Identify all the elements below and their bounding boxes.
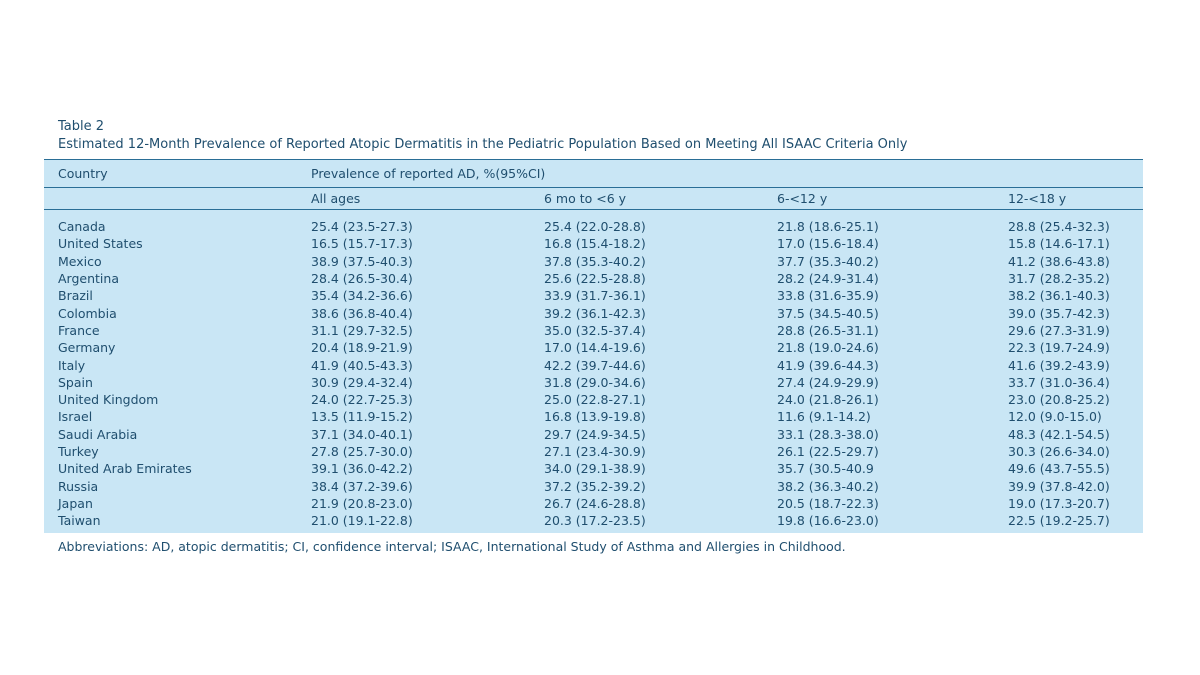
country-cell: Argentina (58, 271, 119, 287)
prevalence-table (44, 160, 1143, 529)
country-cell: Saudi Arabia (58, 426, 138, 442)
country-cell: Japan (58, 495, 93, 511)
prevalence-cell: 39.1 (36.0-42.2) (311, 461, 413, 477)
prevalence-cell: 15.8 (14.6-17.1) (1008, 236, 1110, 252)
prevalence-cell: 28.8 (26.5-31.1) (777, 322, 879, 338)
column-header-12-18y: 12-<18 y (1008, 188, 1143, 210)
table-row (44, 218, 1143, 235)
prevalence-cell: 38.9 (37.5-40.3) (311, 253, 413, 269)
prevalence-cell: 37.2 (35.2-39.2) (544, 478, 646, 494)
table-title: Estimated 12-Month Prevalence of Reported Atopic Dermatitis in the Pediatric Population Based on Meeting All ISAAC Criteria Only (58, 137, 908, 152)
prevalence-cell: 27.4 (24.9-29.9) (777, 374, 879, 390)
prevalence-cell: 35.0 (32.5-37.4) (544, 322, 646, 338)
table-row (44, 391, 1143, 408)
country-cell: Colombia (58, 305, 117, 321)
column-header-all-ages: All ages (311, 188, 544, 210)
country-cell: Spain (58, 374, 93, 390)
body-spacer (44, 210, 1143, 219)
prevalence-cell: 12.0 (9.0-15.0) (1008, 409, 1102, 425)
prevalence-cell: 16.5 (15.7-17.3) (311, 236, 413, 252)
prevalence-cell: 38.2 (36.3-40.2) (777, 478, 879, 494)
country-cell: Germany (58, 340, 116, 356)
country-cell: United Arab Emirates (58, 461, 192, 477)
prevalence-cell: 17.0 (15.6-18.4) (777, 236, 879, 252)
country-cell: United States (58, 236, 143, 252)
prevalence-cell: 35.4 (34.2-36.6) (311, 288, 413, 304)
country-cell: Brazil (58, 288, 93, 304)
prevalence-cell: 19.0 (17.3-20.7) (1008, 495, 1110, 511)
prevalence-cell: 26.1 (22.5-29.7) (777, 444, 879, 459)
table-footnote: Abbreviations: AD, atopic dermatitis; CI, confidence interval; ISAAC, International Study of Asthma and Allergies in Childhood. (58, 539, 846, 555)
prevalence-cell: 34.0 (29.1-38.9) (544, 461, 646, 477)
prevalence-cell: 25.4 (23.5-27.3) (311, 219, 413, 235)
prevalence-cell: 22.5 (19.2-25.7) (1008, 513, 1110, 529)
prevalence-cell: 21.0 (19.1-22.8) (311, 513, 413, 529)
prevalence-cell: 41.9 (39.6-44.3) (777, 357, 879, 373)
prevalence-cell: 21.8 (19.0-24.6) (777, 340, 879, 356)
prevalence-cell: 33.7 (31.0-36.4) (1008, 374, 1110, 390)
prevalence-cell: 37.5 (34.5-40.5) (777, 305, 879, 321)
table-caption (44, 118, 1143, 154)
country-cell: Mexico (58, 253, 102, 269)
column-header-6-12y: 6-<12 y (777, 188, 1008, 210)
prevalence-cell: 28.4 (26.5-30.4) (311, 271, 413, 287)
prevalence-cell: 31.1 (29.7-32.5) (311, 322, 413, 338)
prevalence-cell: 33.9 (31.7-36.1) (544, 288, 646, 304)
prevalence-cell: 35.7 (30.5-40.9 (777, 461, 874, 477)
country-cell: Taiwan (58, 513, 101, 529)
prevalence-cell: 33.8 (31.6-35.9) (777, 288, 879, 304)
table-row (44, 253, 1143, 270)
prevalence-cell: 41.9 (40.5-43.3) (311, 357, 413, 373)
table-row (44, 495, 1143, 512)
prevalence-cell: 37.1 (34.0-40.1) (311, 426, 413, 442)
table-row (44, 512, 1143, 529)
table-row (44, 374, 1143, 391)
table-row (44, 408, 1143, 425)
prevalence-cell: 29.7 (24.9-34.5) (544, 426, 646, 442)
prevalence-cell: 11.6 (9.1-14.2) (777, 409, 871, 425)
prevalence-cell: 24.0 (21.8-26.1) (777, 392, 879, 408)
column-header-6mo-6y: 6 mo to <6 y (544, 188, 777, 210)
prevalence-cell: 39.2 (36.1-42.3) (544, 305, 646, 321)
table-block (44, 118, 1143, 554)
prevalence-cell: 39.0 (35.7-42.3) (1008, 305, 1110, 321)
country-cell: Russia (58, 478, 99, 494)
prevalence-cell: 49.6 (43.7-55.5) (1008, 461, 1110, 477)
prevalence-cell: 30.3 (26.6-34.0) (1008, 444, 1110, 459)
prevalence-cell: 48.3 (42.1-54.5) (1008, 426, 1110, 442)
prevalence-cell: 28.8 (25.4-32.3) (1008, 219, 1110, 235)
header-row-group (44, 160, 1143, 188)
prevalence-cell: 23.0 (20.8-25.2) (1008, 392, 1110, 408)
prevalence-cell: 16.8 (15.4-18.2) (544, 236, 646, 252)
prevalence-cell: 30.9 (29.4-32.4) (311, 374, 413, 390)
country-cell: United Kingdom (58, 392, 159, 408)
prevalence-cell: 20.5 (18.7-22.3) (777, 495, 879, 511)
prevalence-cell: 26.7 (24.6-28.8) (544, 495, 646, 511)
table-row (44, 270, 1143, 287)
prevalence-cell: 42.2 (39.7-44.6) (544, 357, 646, 373)
prevalence-cell: 22.3 (19.7-24.9) (1008, 340, 1110, 356)
prevalence-cell: 21.8 (18.6-25.1) (777, 219, 879, 235)
prevalence-cell: 28.2 (24.9-31.4) (777, 271, 879, 287)
prevalence-table-box (44, 159, 1143, 533)
table-row (44, 339, 1143, 356)
country-cell: Turkey (58, 444, 99, 459)
prevalence-cell: 17.0 (14.4-19.6) (544, 340, 646, 356)
prevalence-cell: 41.2 (38.6-43.8) (1008, 253, 1110, 269)
prevalence-cell: 19.8 (16.6-23.0) (777, 513, 879, 529)
country-header: Country (44, 160, 311, 188)
prevalence-cell: 27.8 (25.7-30.0) (311, 444, 413, 459)
prevalence-cell: 31.7 (28.2-35.2) (1008, 271, 1110, 287)
table-row (44, 322, 1143, 339)
prevalence-group-header: Prevalence of reported AD, %(95%CI) (311, 160, 1143, 188)
prevalence-cell: 25.6 (22.5-28.8) (544, 271, 646, 287)
prevalence-cell: 25.0 (22.8-27.1) (544, 392, 646, 408)
prevalence-cell: 41.6 (39.2-43.9) (1008, 357, 1110, 373)
table-row (44, 426, 1143, 443)
country-cell: France (58, 322, 100, 338)
table-end-padding (44, 529, 1143, 533)
prevalence-cell: 38.6 (36.8-40.4) (311, 305, 413, 321)
prevalence-cell: 33.1 (28.3-38.0) (777, 426, 879, 442)
country-cell: Israel (58, 409, 93, 425)
prevalence-cell: 21.9 (20.8-23.0) (311, 495, 413, 511)
table-label: Table 2 (58, 119, 105, 134)
country-cell: Italy (58, 357, 86, 373)
table-row (44, 477, 1143, 494)
prevalence-cell: 20.3 (17.2-23.5) (544, 513, 646, 529)
header-row-columns (44, 188, 1143, 210)
prevalence-cell: 37.8 (35.3-40.2) (544, 253, 646, 269)
table-body (44, 210, 1143, 530)
prevalence-cell: 16.8 (13.9-19.8) (544, 409, 646, 425)
prevalence-cell: 27.1 (23.4-30.9) (544, 444, 646, 459)
table-row (44, 235, 1143, 252)
table-row (44, 287, 1143, 304)
prevalence-cell: 24.0 (22.7-25.3) (311, 392, 413, 408)
prevalence-cell: 25.4 (22.0-28.8) (544, 219, 646, 235)
prevalence-cell: 20.4 (18.9-21.9) (311, 340, 413, 356)
table-row (44, 460, 1143, 477)
prevalence-cell: 31.8 (29.0-34.6) (544, 374, 646, 390)
country-cell: Canada (58, 219, 106, 235)
empty-header-cell (44, 188, 311, 210)
prevalence-cell: 39.9 (37.8-42.0) (1008, 478, 1110, 494)
prevalence-cell: 38.4 (37.2-39.6) (311, 478, 413, 494)
table-row (44, 443, 1143, 460)
table-row (44, 356, 1143, 373)
prevalence-cell: 13.5 (11.9-15.2) (311, 409, 413, 425)
table-row (44, 304, 1143, 321)
prevalence-cell: 29.6 (27.3-31.9) (1008, 322, 1110, 338)
prevalence-cell: 38.2 (36.1-40.3) (1008, 288, 1110, 304)
prevalence-cell: 37.7 (35.3-40.2) (777, 253, 879, 269)
